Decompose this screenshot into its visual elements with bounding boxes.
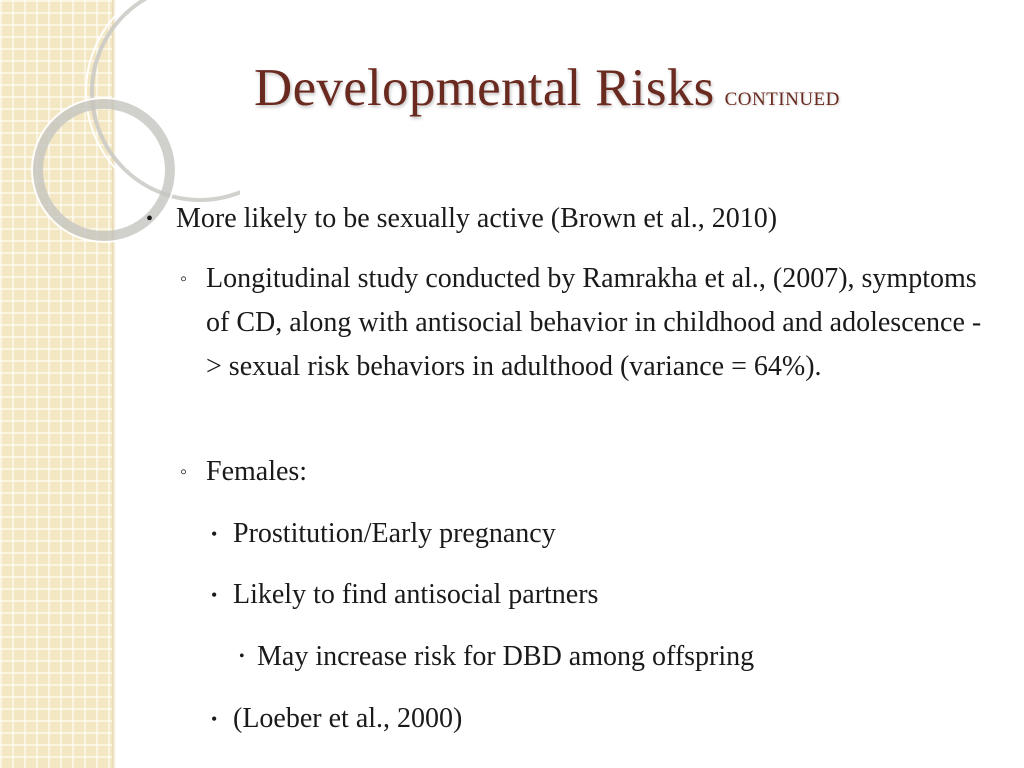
bullet-marker: • bbox=[211, 709, 218, 729]
bullet-marker: • bbox=[211, 524, 218, 544]
list-item-text: Likely to find antisocial partners bbox=[233, 579, 599, 610]
list-item bbox=[180, 450, 986, 494]
list-item-text: May increase risk for DBD among offspring bbox=[257, 641, 755, 672]
slide-title-continued: CONTINUED bbox=[724, 89, 840, 110]
list-item bbox=[211, 697, 463, 741]
bullet-marker: • bbox=[239, 648, 245, 665]
list-item-text: More likely to be sexually active (Brown et al., 2010) bbox=[176, 203, 778, 234]
list-item bbox=[146, 197, 778, 241]
list-item-text: (Loeber et al., 2000) bbox=[233, 703, 463, 734]
bullet-marker: ◦ bbox=[180, 268, 188, 290]
list-item bbox=[211, 573, 599, 617]
slide-title-main: Developmental Risks bbox=[254, 59, 715, 117]
bullet-marker: • bbox=[211, 585, 218, 605]
list-item bbox=[180, 257, 986, 389]
list-item bbox=[211, 512, 556, 556]
list-item-text: Females: bbox=[206, 456, 308, 487]
bullet-marker: ◦ bbox=[180, 461, 188, 483]
list-item-text: Longitudinal study conducted by Ramrakha et al., (2007), symptoms of CD, along with antisocial behavior in childhood and adolescence -> sexual risk behaviors in adulthood (variance = 64%). bbox=[206, 263, 982, 382]
list-item bbox=[239, 635, 755, 679]
bullet-marker: • bbox=[146, 208, 154, 230]
list-item-text: Prostitution/Early pregnancy bbox=[233, 518, 556, 549]
